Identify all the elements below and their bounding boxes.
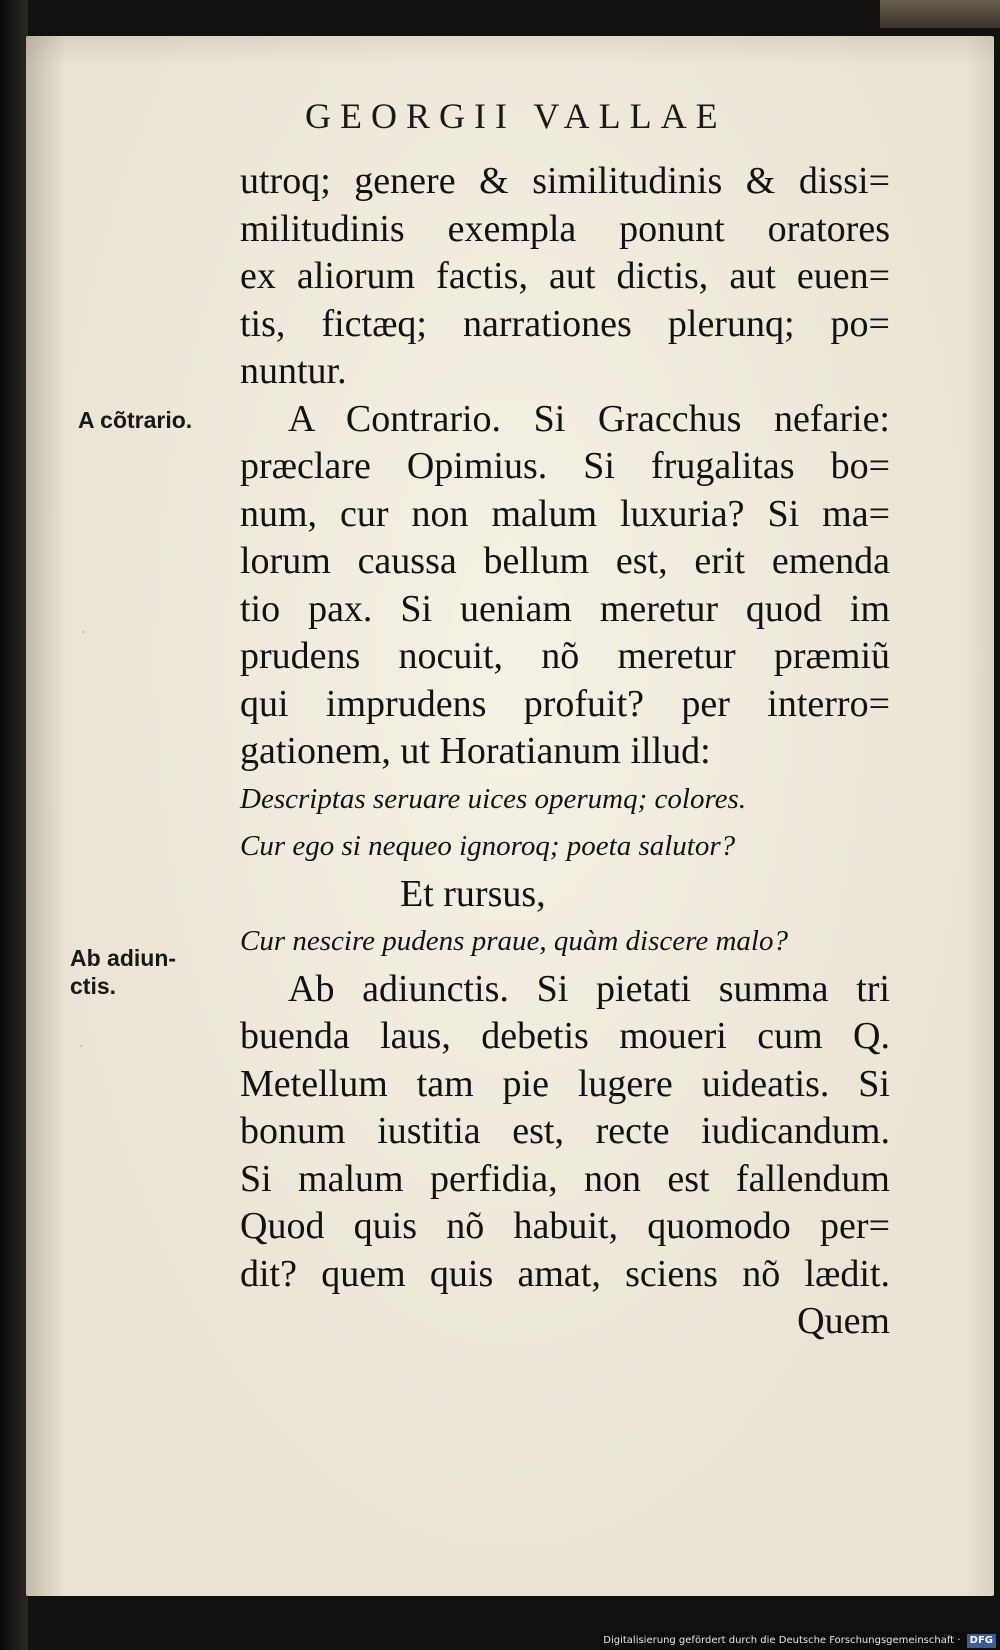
bleed-through-mark: · (78, 1036, 84, 1056)
verse-quote-line: Descriptas seruare uices operumq; colores. (240, 782, 747, 815)
catchword: Quem (797, 1300, 890, 1342)
text-line: bonum iustitia est, recte iudicandum. (240, 1110, 890, 1152)
text-line-centered: Et rursus, (400, 872, 546, 915)
text-line: buenda laus, debetis moueri cum Q. (240, 1015, 890, 1057)
margin-note-adiunctis-line2: ctis. (70, 973, 117, 999)
text-line: ex aliorum factis, aut dictis, aut euen= (240, 255, 890, 297)
book-spine-shadow (0, 0, 28, 1650)
digitization-credit-bar (600, 1632, 1000, 1650)
bleed-through-mark: · (80, 622, 86, 642)
text-line: Quod quis nõ habuit, quomodo per= (240, 1205, 890, 1247)
text-line: nuntur. (240, 350, 347, 392)
margin-note-adiunctis-line1: Ab adiun- (70, 945, 177, 971)
text-line: utroq; genere & similitudinis & dissi= (240, 160, 890, 202)
text-line: Metellum tam pie lugere uideatis. Si (240, 1062, 890, 1105)
dfg-logo: DFG (967, 1634, 996, 1648)
margin-note-contrario: A cõtrario. (78, 407, 193, 433)
text-line: tis, fictæq; narrationes plerunq; po= (240, 302, 890, 345)
text-line: num, cur non malum luxuria? Si ma= (240, 492, 890, 535)
verse-quote-line: Cur ego si nequeo ignoroq; poeta salutor? (240, 830, 736, 862)
text-line: tio pax. Si ueniam meretur quod im (240, 587, 890, 630)
digitization-credit-text: Digitalisierung gefördert durch die Deutsche Forschungsgemeinschaft · (603, 1635, 961, 1646)
text-line: Si malum perfidia, non est fallendum (240, 1157, 890, 1200)
text-line: gationem, ut Horatianum illud: (240, 730, 711, 772)
text-line-paragraph-start: Ab adiunctis. Si pietati summa tri (288, 967, 890, 1010)
text-line: militudinis exempla ponunt oratores (240, 207, 890, 250)
running-head: GEORGII VALLAE (305, 96, 727, 136)
book-top-edge (880, 0, 1000, 28)
text-line-paragraph-start: A Contrario. Si Gracchus nefarie: (288, 397, 890, 440)
text-line: præclare Opimius. Si frugalitas bo= (240, 445, 890, 487)
body-text-block (240, 158, 890, 1346)
text-line: lorum caussa bellum est, erit emenda (240, 540, 890, 582)
verse-quote-line: Cur nescire pudens praue, quàm discere malo? (240, 925, 788, 957)
text-line: qui imprudens profuit? per interro= (240, 682, 890, 725)
text-line: dit? quem quis amat, sciens nõ lædit. (240, 1252, 890, 1295)
text-line: prudens nocuit, nõ meretur præmiũ (240, 635, 890, 677)
